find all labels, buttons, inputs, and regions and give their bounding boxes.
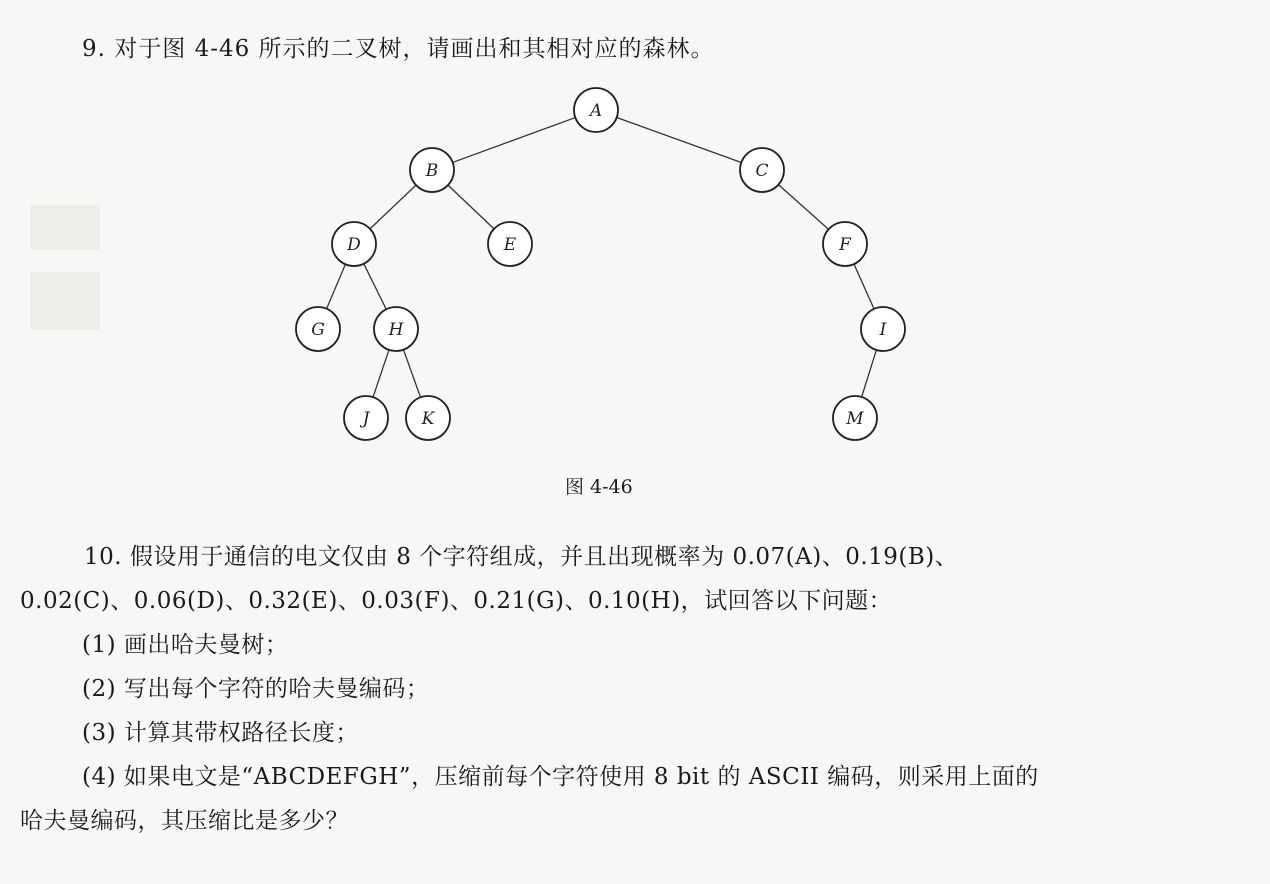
tree-node-F xyxy=(823,222,867,266)
tree-node-label: B xyxy=(425,161,439,181)
tree-node-G xyxy=(296,307,340,351)
tree-edge-D-H xyxy=(364,264,387,310)
tree-edge-B-D xyxy=(370,185,416,229)
question-9-text: 9. 对于图 4-46 所示的二叉树，请画出和其相对应的森林。 xyxy=(82,36,715,62)
question-10-line-2: 0.02(C)、0.06(D)、0.32(E)、0.03(F)、0.21(G)、0.10(H)，试回答以下问题： xyxy=(20,588,893,614)
question-10-line-1: 10. 假设用于通信的电文仅由 8 个字符组成，并且出现概率为 0.07(A)、0.19(B)、 xyxy=(84,544,959,570)
tree-node-label: I xyxy=(879,320,887,340)
tree-node-H xyxy=(374,307,418,351)
tree-node-label: H xyxy=(388,320,404,340)
tree-edge-A-C xyxy=(617,117,742,162)
tree-node-J xyxy=(344,396,388,440)
tree-edge-D-G xyxy=(327,264,346,308)
tree-node-label: M xyxy=(846,409,864,429)
tree-node-label: A xyxy=(589,101,603,121)
tree-edge-H-J xyxy=(373,350,389,397)
tree-edge-B-E xyxy=(448,185,494,229)
question-10-sub-4-line-2: 哈夫曼编码，其压缩比是多少？ xyxy=(20,808,349,834)
tree-node-C xyxy=(740,148,784,192)
tree-node-label: G xyxy=(311,320,325,340)
question-10-sub-4-line-1: (4) 如果电文是“ABCDEFGH”，压缩前每个字符使用 8 bit 的 ASCII 编码，则采用上面的 xyxy=(82,764,1039,790)
tree-node-E xyxy=(488,222,532,266)
tree-node-K xyxy=(406,396,450,440)
tree-node-label: C xyxy=(755,161,769,181)
tree-edge-F-I xyxy=(854,264,874,309)
tree-edges xyxy=(327,117,877,397)
tree-node-A xyxy=(574,88,618,132)
tree-node-label: J xyxy=(362,409,370,429)
tree-nodes xyxy=(296,88,905,440)
tree-node-label: D xyxy=(347,235,361,255)
tree-edge-C-F xyxy=(778,185,828,230)
tree-node-B xyxy=(410,148,454,192)
tree-edge-I-M xyxy=(862,350,877,397)
question-10-sub-2: (2) 写出每个字符的哈夫曼编码； xyxy=(82,676,430,702)
tree-node-D xyxy=(332,222,376,266)
tree-node-M xyxy=(833,396,877,440)
tree-node-label: F xyxy=(839,235,851,255)
tree-node-label: E xyxy=(503,235,517,255)
tree-edge-H-K xyxy=(403,350,420,398)
question-10-sub-3: (3) 计算其带权路径长度； xyxy=(82,720,359,746)
tree-node-label: K xyxy=(421,409,435,429)
question-10-sub-1: (1) 画出哈夫曼树； xyxy=(82,632,289,658)
figure-caption: 图 4-46 xyxy=(565,476,633,498)
tree-node-I xyxy=(861,307,905,351)
tree-edge-A-B xyxy=(453,118,576,163)
